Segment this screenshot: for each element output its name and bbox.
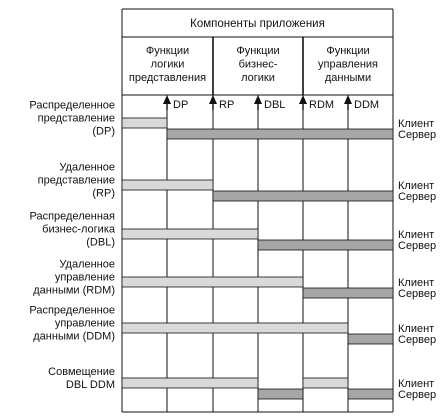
split-arrow-head-icon: [299, 95, 307, 104]
group-header-line: Функции: [326, 45, 370, 57]
group-header-line: Функции: [145, 45, 190, 57]
row-label-line: представление: [37, 112, 115, 125]
split-marker-label: RDM: [309, 99, 335, 111]
server-bar: [258, 389, 303, 399]
client-bar: [122, 180, 213, 190]
split-marker-label: DDM: [354, 99, 380, 111]
split-arrow-head-icon: [163, 95, 171, 104]
row-label-line: данными (RDM): [33, 284, 115, 297]
row-label-line: данными (DDM): [33, 330, 115, 343]
group-header-line: логики: [150, 58, 185, 71]
server-bar: [213, 191, 393, 201]
group-header-line: бизнес-: [238, 58, 278, 71]
client-bar: [122, 229, 258, 239]
server-bar: [167, 129, 393, 139]
split-arrow-head-icon: [344, 95, 352, 104]
server-bar: [303, 288, 393, 298]
split-arrow-head-icon: [254, 95, 262, 104]
row-label-line: управление: [54, 317, 115, 330]
row-label-line: Распределенное: [29, 99, 115, 112]
row-label-line: (RP): [92, 187, 115, 200]
row-label-line: Совмещение: [48, 366, 115, 378]
server-side-label: Сервер: [398, 334, 437, 346]
server-bar: [348, 389, 393, 399]
client-bar: [122, 277, 303, 287]
group-header-line: данными: [324, 72, 372, 84]
client-bar: [122, 118, 167, 128]
group-header-line: логики: [241, 72, 275, 84]
group-header-line: представления: [128, 72, 207, 84]
split-arrow-head-icon: [209, 95, 217, 104]
client-side-label: Клиент: [398, 323, 435, 335]
server-side-label: Сервер: [398, 129, 437, 141]
server-side-label: Сервер: [398, 191, 437, 203]
row-label-line: бизнес-логика: [42, 223, 115, 236]
client-side-label: Клиент: [398, 180, 435, 192]
split-marker-label: DP: [173, 99, 189, 111]
group-header-line: Функции: [236, 45, 280, 57]
client-side-label: Клиент: [398, 118, 435, 130]
client-side-label: Клиент: [398, 229, 435, 241]
server-side-label: Сервер: [398, 389, 437, 401]
row-label-line: Удаленное: [59, 161, 115, 174]
header-title: Компоненты приложения: [190, 18, 325, 30]
client-bar: [122, 323, 348, 333]
row-label-line: управление: [54, 271, 115, 284]
row-label-line: Распределенное: [29, 304, 115, 317]
row-label-line: Удаленное: [59, 258, 115, 271]
row-label-line: DBL DDM: [65, 379, 115, 391]
server-side-label: Сервер: [398, 288, 437, 300]
row-label-line: представление: [37, 174, 115, 187]
row-label-line: (DBL): [86, 236, 115, 249]
client-bar: [303, 378, 348, 388]
row-label-line: Распределенная: [29, 210, 115, 223]
client-side-label: Клиент: [398, 277, 435, 289]
split-marker-label: RP: [219, 99, 235, 111]
client-side-label: Клиент: [398, 378, 435, 390]
group-header-line: управления: [318, 58, 378, 71]
server-side-label: Сервер: [398, 240, 437, 252]
server-bar: [348, 334, 393, 344]
row-label-line: (DP): [92, 125, 115, 138]
split-marker-label: DBL: [264, 99, 286, 111]
server-bar: [258, 240, 393, 250]
client-bar: [122, 378, 258, 388]
